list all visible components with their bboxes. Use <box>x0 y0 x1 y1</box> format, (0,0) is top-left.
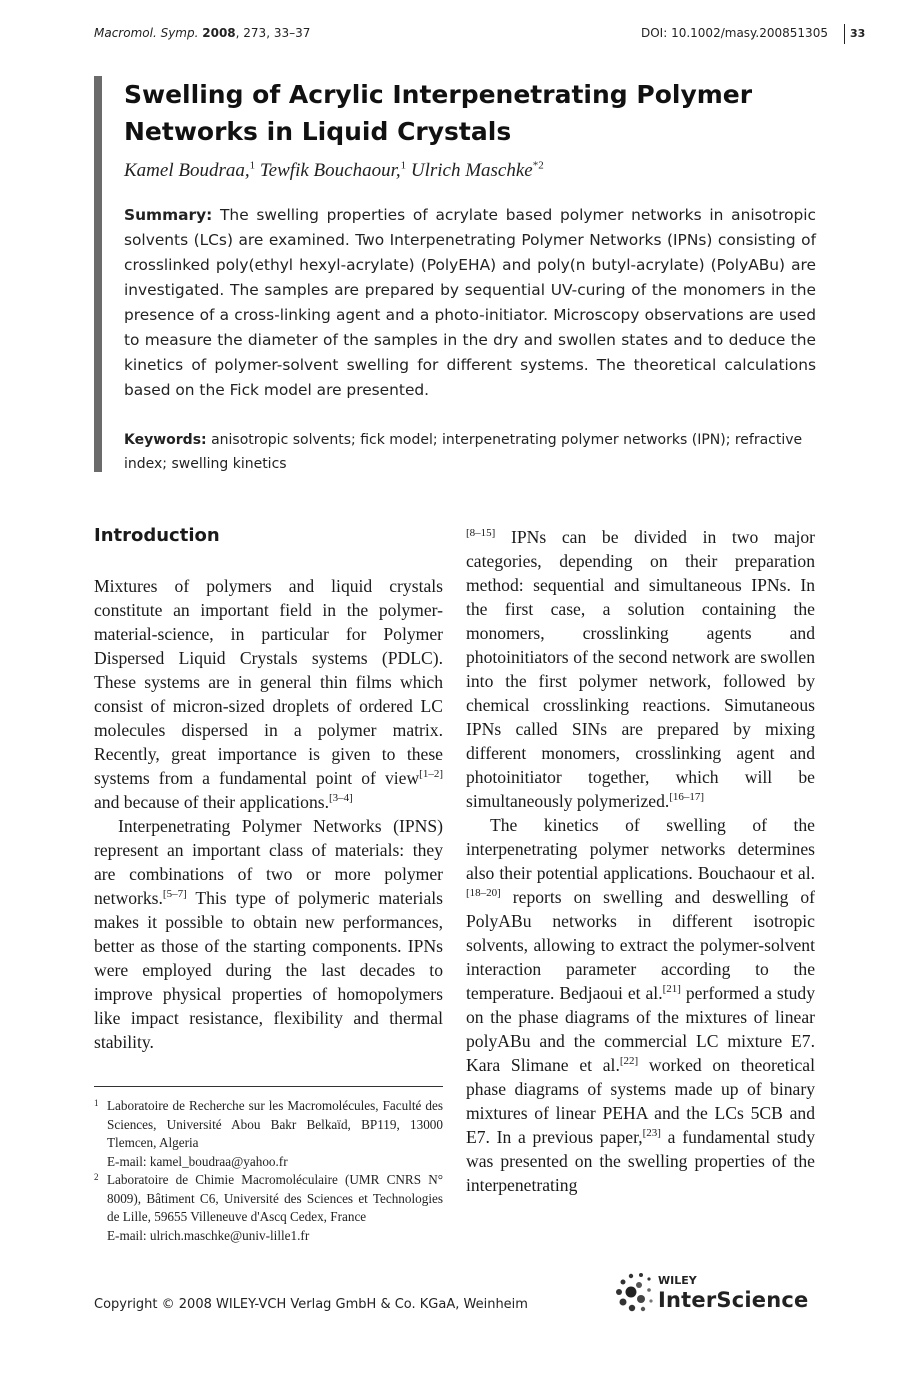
keywords-label: Keywords: <box>124 432 207 448</box>
abstract-block <box>94 76 820 472</box>
left-column <box>94 524 443 1054</box>
doi: DOI: 10.1002/masy.200851305 <box>641 26 828 40</box>
summary-text: The swelling properties of acrylate based polymer networks in anisotropic solvents (LCs) are examined. Two Interpenetrating Polymer Networks (IPNs) consisting of crosslinked poly(ethyl hexyl-acrylate) (PolyEHA) and poly(n butyl-acrylate) (PolyABu) are investigated. The samples are prepared by sequential UV-curing of the monomers in the presence of a cross-linking agent and a photo-initiator. Microscopy observations are used to measure the diameter of the samples in the dry and swollen states and to deduce the kinetics of polymer-solvent swelling for different systems. The theoretical calculations based on the Fick model are presented. <box>124 206 816 399</box>
header-divider <box>844 24 845 44</box>
citation-ref: [5–7] <box>162 888 187 901</box>
copyright-notice: Copyright © 2008 WILEY-VCH Verlag GmbH & Co. KGaA, Weinheim <box>94 1297 528 1312</box>
paragraph-text: The kinetics of swelling of the interpenetrating polymer networks determines also their potential applications. Bouchaour et al. <box>466 815 815 883</box>
summary-label: Summary: <box>124 206 213 224</box>
keywords <box>124 428 816 476</box>
title-line-1: Swelling of Acrylic Interpenetrating Polymer <box>124 80 753 109</box>
footnote-email: E-mail: ulrich.maschke@univ-lille1.fr <box>107 1227 310 1243</box>
abstract-side-bar <box>94 76 102 472</box>
article-title <box>124 76 814 150</box>
journal-year: 2008 <box>202 26 236 40</box>
running-header <box>94 24 864 46</box>
author-name: Ulrich Maschke <box>410 160 533 181</box>
journal-citation <box>94 26 310 40</box>
paragraph-text: worked on theoretical phase diagrams of systems made up of binary mixtures of linear PEHA and the LCs 5CB and E7. In a previous paper, <box>466 1055 815 1147</box>
author-name: Tewfik Bouchaour, <box>259 160 401 181</box>
author-affiliation-mark: 1 <box>249 159 256 172</box>
footnote-mark: 1 <box>94 1098 99 1108</box>
citation-ref: [3–4] <box>328 792 353 805</box>
author-list <box>124 160 544 182</box>
title-line-2: Networks in Liquid Crystals <box>124 117 512 146</box>
author-affiliation-mark: 1 <box>400 159 407 172</box>
footnote-affiliation: Laboratoire de Chimie Macromoléculaire (UMR CNRS N° 8009), Bâtiment C6, Université des Sciences et Technologies de Lille, 59655 Villeneuve d'Ascq Cedex, France <box>107 1172 443 1224</box>
paragraph-text: reports on swelling and deswelling of PolyABu networks in different isotropic solvents, allowing to extract the polymer-solvent interaction parameter according to the temperature. Bedjaoui et al. <box>466 887 815 1003</box>
author-name: Kamel Boudraa, <box>124 160 250 181</box>
logo-publisher: WILEY <box>658 1274 697 1287</box>
paragraph-2-continued <box>466 525 815 813</box>
paragraph-text: IPNs can be divided in two major categories, depending on their preparation method: sequential and simultaneous IPNs. In the first case, a solution containing the monomers, crosslinking agents and photoinitiators of the second network are swollen into the first polymer network, followed by chemical crosslinking reactions. Simutaneous IPNs called SINs are prepared by mixing different monomers, crosslinking agent and photoinitiator together, which will be simultaneously polymerized. <box>466 527 815 811</box>
citation-ref: [18–20] <box>466 887 501 900</box>
globe-dots-icon <box>613 1270 657 1314</box>
citation-ref: [1–2] <box>419 768 443 781</box>
journal-volume-pages: , 273, 33–37 <box>235 26 311 40</box>
footnote-mark: 2 <box>94 1172 99 1182</box>
paragraph-text: performed a study on the phase diagrams of the mixtures of linear polyABu and the commercial LC mixture E7. Kara Slimane et al. <box>466 983 815 1075</box>
footnote-email: E-mail: kamel_boudraa@yahoo.fr <box>107 1153 288 1169</box>
paragraph-text: Mixtures of polymers and liquid crystals constitute an important field in the polymer- material-science, in particular for Polymer Dispersed Liquid Crystals systems (PDLC). These systems are in general thin films which consist of micron-sized droplets of ordered LC molecules dispersed in a polymer matrix. Recently, great importance is given to these systems from a fundamental point of view <box>94 576 443 788</box>
right-column <box>466 525 815 1197</box>
citation-ref: [8–15] <box>466 527 496 540</box>
paragraph-text: a fundamental study was presented on the swelling properties of the interpenetrating <box>466 1127 815 1195</box>
footnote-rule <box>94 1086 443 1087</box>
citation-ref: [22] <box>619 1055 639 1068</box>
keywords-text: anisotropic solvents; fick model; interpenetrating polymer networks (IPN); refractive index; swelling kinetics <box>124 432 803 472</box>
footnote-2 <box>94 1171 443 1245</box>
citation-ref: [23] <box>642 1127 661 1140</box>
paragraph-2 <box>94 814 443 1054</box>
paragraph-text: Interpenetrating Polymer Networks (IPNS) represent an important class of materials: they are combinations of two or more polymer networks. <box>94 816 443 908</box>
paragraph-text: and because of their applications. <box>94 792 329 812</box>
footnote-affiliation: Laboratoire de Recherche sur les Macromolécules, Faculté des Sciences, Université Abou Bakr Belkaïd, BP119, 13000 Tlemcen, Algeria <box>107 1098 443 1150</box>
logo-brand: InterScience <box>658 1288 809 1312</box>
paragraph-text: This type of polymeric materials makes it possible to obtain new performances, better as those of the starting components. IPNs were employed during the last decades to improve physical properties of homopolymers like impact resistance, flexibility and thermal stability. <box>94 888 443 1052</box>
page-number: 33 <box>850 27 866 40</box>
summary <box>124 203 816 403</box>
citation-ref: [16–17] <box>669 791 705 804</box>
wiley-interscience-logo-icon <box>613 1270 823 1314</box>
paragraph-3 <box>466 813 815 1197</box>
citation-ref: [21] <box>662 983 681 996</box>
footnote-1 <box>94 1097 443 1171</box>
journal-name: Macromol. Symp. <box>94 26 199 40</box>
footnotes <box>94 1097 443 1245</box>
paragraph-1 <box>94 574 443 814</box>
author-affiliation-mark: *2 <box>532 159 544 172</box>
section-heading: Introduction <box>94 525 220 546</box>
